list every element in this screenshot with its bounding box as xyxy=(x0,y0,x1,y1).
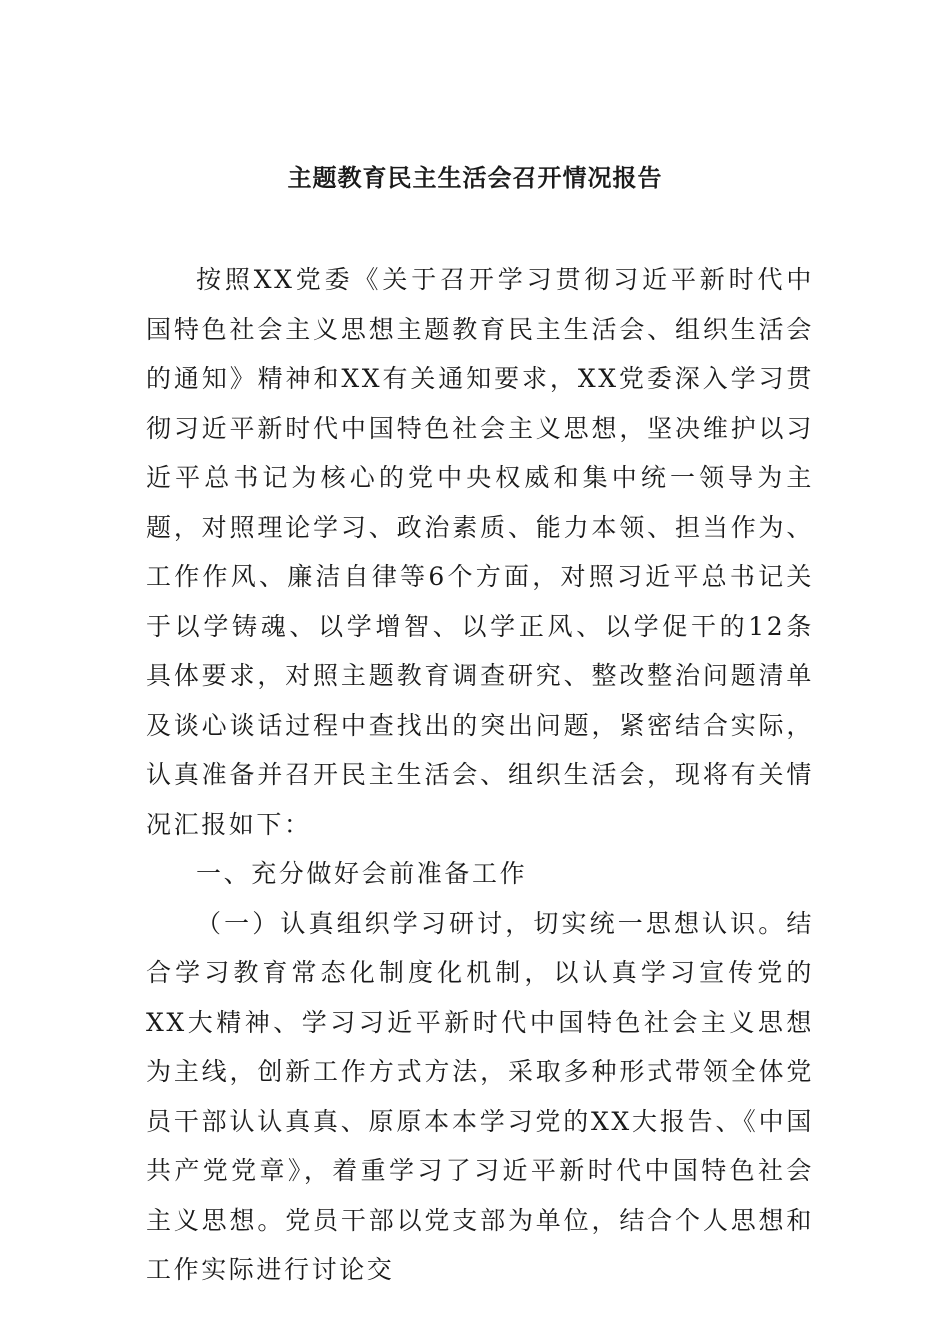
document-body xyxy=(146,255,814,1295)
intro-paragraph: 按照XX党委《关于召开学习贯彻习近平新时代中国特色社会主义思想主题教育民主生活会、组织生活会的通知》精神和XX有关通知要求，XX党委深入学习贯彻习近平新时代中国特色社会主义思想，坚决维护以习近平总书记为核心的党中央权威和集中统一领导为主题，对照理论学习、政治素质、能力本领、担当作为、工作作风、廉洁自律等6个方面，对照习近平总书记关于以学铸魂、以学增智、以学正风、以学促干的12条具体要求，对照主题教育调查研究、整改整治问题清单及谈心谈话过程中查找出的突出问题，紧密结合实际，认真准备并召开民主生活会、组织生活会，现将有关情况汇报如下： xyxy=(146,265,814,839)
document-title: 主题教育民主生活会召开情况报告 xyxy=(287,163,663,192)
subsection-paragraph: （一）认真组织学习研讨，切实统一思想认识。结合学习教育常态化制度化机制，以认真学习宣传党的XX大精神、学习习近平新时代中国特色社会主义思想为主线，创新工作方式方法，采取多种形式带领全体党员干部认认真真、原原本本学习党的XX大报告、《中国共产党党章》，着重学习了习近平新时代中国特色社会主义思想。党员干部以党支部为单位，结合个人思想和工作实际进行讨论交 xyxy=(146,908,814,1284)
section-heading: 一、充分做好会前准备工作 xyxy=(196,859,528,888)
